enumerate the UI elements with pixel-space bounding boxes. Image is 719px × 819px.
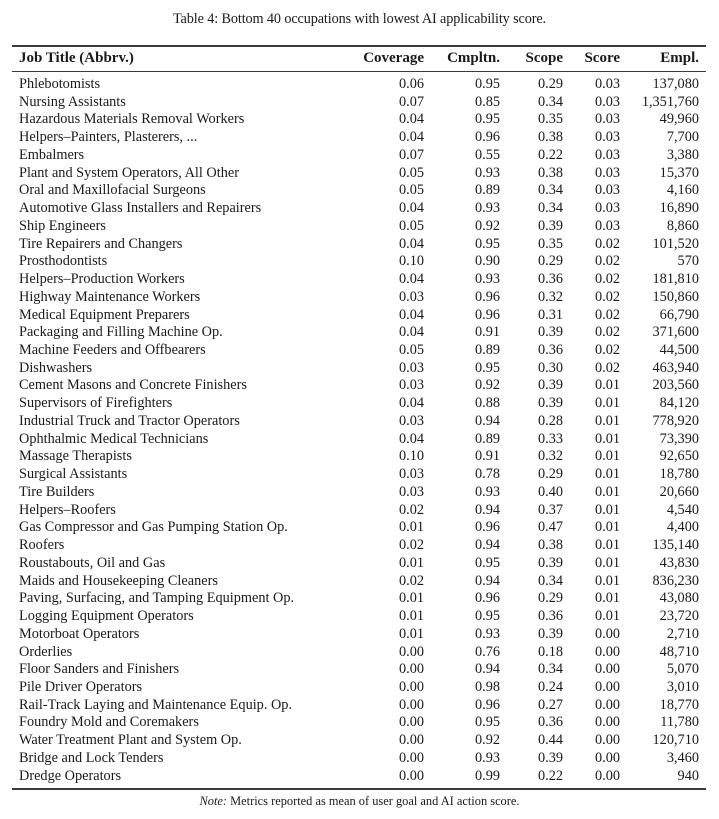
table-row (12, 271, 706, 289)
occupations-table-container (12, 45, 706, 790)
cell-completion: 0.95 (474, 235, 500, 252)
cell-scope: 0.29 (537, 253, 563, 270)
table-row (12, 573, 706, 591)
table-row (12, 147, 706, 165)
cell-employment: 44,500 (659, 342, 699, 359)
cell-scope: 0.39 (537, 324, 563, 341)
cell-scope: 0.39 (537, 749, 563, 766)
cell-coverage: 0.01 (398, 554, 424, 571)
cell-coverage: 0.07 (398, 146, 424, 163)
cell-job-title: Supervisors of Firefighters (19, 395, 173, 412)
cell-coverage: 0.00 (398, 643, 424, 660)
cell-completion: 0.93 (474, 625, 500, 642)
cell-scope: 0.39 (537, 395, 563, 412)
cell-completion: 0.98 (474, 678, 500, 695)
table-caption: Table 4: Bottom 40 occupations with lowest AI applicability score. (172, 11, 547, 27)
table-row (12, 697, 706, 715)
table-row (12, 661, 706, 679)
cell-coverage: 0.01 (398, 590, 424, 607)
table-row (12, 590, 706, 608)
cell-job-title: Massage Therapists (19, 448, 132, 465)
occupations-table (12, 45, 706, 790)
cell-completion: 0.94 (474, 572, 500, 589)
cell-completion: 0.78 (474, 466, 500, 483)
header-employment: Empl. (660, 50, 699, 66)
table-row (12, 484, 706, 502)
cell-job-title: Foundry Mold and Coremakers (19, 714, 199, 731)
cell-employment: 11,780 (660, 714, 699, 731)
table-row (12, 502, 706, 520)
cell-job-title: Helpers–Roofers (19, 501, 116, 518)
cell-job-title: Roofers (19, 537, 65, 554)
cell-coverage: 0.04 (398, 235, 424, 252)
cell-job-title: Prosthodontists (19, 253, 108, 270)
cell-job-title: Oral and Maxillofacial Surgeons (19, 182, 206, 199)
cell-coverage: 0.00 (398, 678, 424, 695)
cell-completion: 0.92 (474, 732, 500, 749)
cell-coverage: 0.06 (398, 76, 424, 92)
cell-scope: 0.33 (537, 430, 563, 447)
cell-coverage: 0.01 (398, 625, 424, 642)
header-scope: Scope (525, 50, 563, 66)
cell-score: 0.01 (594, 519, 620, 536)
cell-score: 0.02 (594, 288, 620, 305)
table-row (12, 377, 706, 395)
cell-coverage: 0.03 (398, 483, 424, 500)
cell-job-title: Phlebotomists (19, 76, 101, 92)
cell-employment: 92,650 (659, 448, 699, 465)
cell-employment: 73,390 (659, 430, 699, 447)
cell-job-title: Pile Driver Operators (19, 678, 143, 695)
cell-coverage: 0.03 (398, 466, 424, 483)
cell-score: 0.00 (594, 625, 620, 642)
table-row (12, 395, 706, 413)
cell-completion: 0.90 (474, 253, 500, 270)
cell-score: 0.03 (594, 93, 620, 110)
cell-scope: 0.37 (537, 501, 563, 518)
cell-coverage: 0.00 (398, 767, 424, 784)
cell-employment: 20,660 (659, 483, 699, 500)
cell-job-title: Packaging and Filling Machine Op. (19, 324, 223, 341)
cell-scope: 0.39 (537, 217, 563, 234)
cell-coverage: 0.03 (398, 412, 424, 429)
cell-scope: 0.39 (537, 554, 563, 571)
cell-completion: 0.93 (474, 483, 500, 500)
table-row (12, 644, 706, 662)
cell-employment: 15,370 (659, 164, 699, 181)
cell-job-title: Nursing Assistants (19, 93, 126, 110)
table-row (12, 679, 706, 697)
cell-coverage: 0.00 (398, 714, 424, 731)
cell-score: 0.02 (594, 271, 620, 288)
cell-score: 0.02 (594, 359, 620, 376)
cell-coverage: 0.05 (398, 164, 424, 181)
cell-coverage: 0.05 (398, 182, 424, 199)
cell-completion: 0.95 (474, 554, 500, 571)
table-row (12, 200, 706, 218)
cell-scope: 0.36 (537, 271, 563, 288)
cell-scope: 0.27 (537, 696, 563, 713)
cell-score: 0.01 (594, 554, 620, 571)
cell-scope: 0.18 (537, 643, 563, 660)
cell-score: 0.00 (594, 643, 620, 660)
cell-completion: 0.95 (474, 76, 500, 92)
cell-completion: 0.96 (474, 519, 500, 536)
cell-score: 0.01 (594, 572, 620, 589)
cell-job-title: Cement Masons and Concrete Finishers (19, 377, 247, 394)
table-row (12, 253, 706, 271)
cell-job-title: Ship Engineers (19, 217, 106, 234)
cell-coverage: 0.04 (398, 306, 424, 323)
cell-coverage: 0.00 (398, 696, 424, 713)
cell-job-title: Ophthalmic Medical Technicians (19, 430, 209, 447)
cell-coverage: 0.03 (398, 377, 424, 394)
cell-completion: 0.93 (474, 271, 500, 288)
cell-job-title: Water Treatment Plant and System Op. (19, 732, 242, 749)
header-coverage: Coverage (363, 50, 424, 66)
cell-completion: 0.92 (474, 377, 500, 394)
cell-score: 0.01 (594, 537, 620, 554)
table-note (0, 794, 719, 809)
cell-job-title: Paving, Surfacing, and Tamping Equipment Op. (19, 590, 295, 607)
cell-score: 0.00 (594, 696, 620, 713)
note-label: Note: (199, 794, 228, 808)
table-row (12, 768, 706, 790)
cell-job-title: Highway Maintenance Workers (19, 288, 201, 305)
cell-employment: 463,940 (652, 359, 699, 376)
cell-completion: 0.94 (474, 501, 500, 518)
cell-score: 0.03 (594, 182, 620, 199)
cell-scope: 0.28 (537, 412, 563, 429)
cell-scope: 0.32 (537, 288, 563, 305)
cell-employment: 120,710 (652, 732, 699, 749)
cell-employment: 137,080 (652, 76, 699, 92)
cell-score: 0.00 (594, 732, 620, 749)
cell-score: 0.00 (594, 678, 620, 695)
cell-employment: 570 (677, 253, 699, 270)
table-row (12, 72, 706, 94)
cell-job-title: Hazardous Materials Removal Workers (19, 111, 245, 128)
cell-job-title: Dredge Operators (19, 767, 122, 784)
cell-employment: 84,120 (659, 395, 699, 412)
cell-score: 0.01 (594, 412, 620, 429)
cell-completion: 0.92 (474, 217, 500, 234)
cell-scope: 0.34 (537, 182, 563, 199)
cell-scope: 0.39 (537, 377, 563, 394)
cell-employment: 778,920 (652, 412, 699, 429)
cell-completion: 0.76 (474, 643, 500, 660)
cell-employment: 101,520 (652, 235, 699, 252)
cell-score: 0.01 (594, 377, 620, 394)
cell-score: 0.03 (594, 164, 620, 181)
cell-employment: 5,070 (666, 661, 699, 678)
cell-employment: 4,160 (666, 182, 699, 199)
cell-completion: 0.89 (474, 430, 500, 447)
cell-score: 0.00 (594, 749, 620, 766)
cell-completion: 0.95 (474, 359, 500, 376)
cell-coverage: 0.04 (398, 430, 424, 447)
table-row (12, 519, 706, 537)
cell-employment: 43,830 (659, 554, 699, 571)
cell-score: 0.01 (594, 590, 620, 607)
cell-scope: 0.38 (537, 164, 563, 181)
cell-employment: 49,960 (659, 111, 699, 128)
header-completion: Cmpltn. (447, 50, 500, 66)
cell-job-title: Logging Equipment Operators (19, 608, 194, 625)
cell-score: 0.01 (594, 501, 620, 518)
header-score: Score (584, 50, 620, 66)
cell-job-title: Helpers–Production Workers (19, 271, 185, 288)
cell-job-title: Automotive Glass Installers and Repairers (19, 200, 262, 217)
cell-coverage: 0.07 (398, 93, 424, 110)
table-body (12, 72, 706, 790)
table-row (12, 218, 706, 236)
cell-scope: 0.31 (537, 306, 563, 323)
table-row (12, 289, 706, 307)
cell-coverage: 0.04 (398, 395, 424, 412)
table-row (12, 466, 706, 484)
cell-score: 0.01 (594, 483, 620, 500)
cell-coverage: 0.03 (398, 359, 424, 376)
cell-score: 0.02 (594, 324, 620, 341)
cell-coverage: 0.01 (398, 519, 424, 536)
cell-coverage: 0.02 (398, 537, 424, 554)
cell-scope: 0.40 (537, 483, 563, 500)
table-row (12, 129, 706, 147)
cell-employment: 48,710 (659, 643, 699, 660)
cell-score: 0.00 (594, 714, 620, 731)
cell-scope: 0.36 (537, 714, 563, 731)
cell-coverage: 0.05 (398, 217, 424, 234)
cell-coverage: 0.00 (398, 749, 424, 766)
cell-employment: 18,780 (659, 466, 699, 483)
cell-score: 0.02 (594, 253, 620, 270)
cell-job-title: Roustabouts, Oil and Gas (19, 554, 166, 571)
cell-coverage: 0.04 (398, 111, 424, 128)
cell-employment: 66,790 (659, 306, 699, 323)
cell-job-title: Helpers–Painters, Plasterers, ... (19, 129, 198, 146)
cell-completion: 0.89 (474, 342, 500, 359)
cell-job-title: Dishwashers (19, 359, 93, 376)
cell-employment: 23,720 (659, 608, 699, 625)
cell-job-title: Surgical Assistants (19, 466, 128, 483)
cell-employment: 4,400 (666, 519, 699, 536)
note-text: Metrics reported as mean of user goal and AI action score. (227, 794, 520, 808)
cell-completion: 0.95 (474, 714, 500, 731)
cell-completion: 0.94 (474, 537, 500, 554)
cell-employment: 16,890 (659, 200, 699, 217)
cell-employment: 7,700 (666, 129, 699, 146)
cell-score: 0.03 (594, 146, 620, 163)
cell-coverage: 0.04 (398, 271, 424, 288)
cell-scope: 0.22 (537, 767, 563, 784)
table-row (12, 714, 706, 732)
cell-employment: 18,770 (659, 696, 699, 713)
cell-completion: 0.95 (474, 111, 500, 128)
header-row (12, 46, 706, 72)
cell-employment: 3,380 (666, 146, 699, 163)
table-row (12, 555, 706, 573)
table-row (12, 537, 706, 555)
cell-completion: 0.94 (474, 412, 500, 429)
cell-scope: 0.22 (537, 146, 563, 163)
cell-scope: 0.34 (537, 661, 563, 678)
cell-employment: 3,010 (666, 678, 699, 695)
cell-scope: 0.38 (537, 537, 563, 554)
cell-coverage: 0.04 (398, 324, 424, 341)
cell-completion: 0.96 (474, 288, 500, 305)
cell-score: 0.02 (594, 342, 620, 359)
cell-job-title: Machine Feeders and Offbearers (19, 342, 206, 359)
table-row (12, 732, 706, 750)
cell-job-title: Industrial Truck and Tractor Operators (19, 412, 240, 429)
table-row (12, 608, 706, 626)
cell-scope: 0.32 (537, 448, 563, 465)
cell-job-title: Tire Repairers and Changers (19, 235, 183, 252)
cell-coverage: 0.01 (398, 608, 424, 625)
cell-coverage: 0.02 (398, 572, 424, 589)
cell-scope: 0.24 (537, 678, 563, 695)
table-row (12, 750, 706, 768)
cell-scope: 0.34 (537, 93, 563, 110)
cell-score: 0.01 (594, 608, 620, 625)
cell-score: 0.00 (594, 661, 620, 678)
cell-completion: 0.96 (474, 696, 500, 713)
cell-employment: 181,810 (652, 271, 699, 288)
cell-scope: 0.34 (537, 572, 563, 589)
cell-job-title: Tire Builders (19, 483, 95, 500)
cell-score: 0.01 (594, 448, 620, 465)
cell-job-title: Bridge and Lock Tenders (19, 749, 164, 766)
cell-scope: 0.47 (537, 519, 563, 536)
cell-scope: 0.29 (537, 76, 563, 92)
cell-score: 0.03 (594, 129, 620, 146)
table-row (12, 448, 706, 466)
cell-coverage: 0.00 (398, 732, 424, 749)
cell-scope: 0.35 (537, 235, 563, 252)
cell-completion: 0.99 (474, 767, 500, 784)
cell-coverage: 0.10 (398, 448, 424, 465)
cell-completion: 0.91 (474, 448, 500, 465)
cell-completion: 0.96 (474, 590, 500, 607)
cell-score: 0.03 (594, 76, 620, 92)
cell-scope: 0.39 (537, 625, 563, 642)
cell-scope: 0.29 (537, 466, 563, 483)
table-row (12, 324, 706, 342)
cell-employment: 203,560 (652, 377, 699, 394)
cell-employment: 3,460 (666, 749, 699, 766)
cell-employment: 371,600 (652, 324, 699, 341)
cell-score: 0.01 (594, 430, 620, 447)
cell-employment: 2,710 (666, 625, 699, 642)
cell-job-title: Motorboat Operators (19, 625, 140, 642)
cell-job-title: Maids and Housekeeping Cleaners (19, 572, 218, 589)
cell-completion: 0.93 (474, 749, 500, 766)
cell-coverage: 0.02 (398, 501, 424, 518)
cell-job-title: Rail-Track Laying and Maintenance Equip. Op. (19, 696, 293, 713)
cell-job-title: Plant and System Operators, All Other (19, 164, 239, 181)
cell-scope: 0.29 (537, 590, 563, 607)
cell-job-title: Gas Compressor and Gas Pumping Station Op. (19, 519, 288, 536)
cell-scope: 0.35 (537, 111, 563, 128)
cell-job-title: Floor Sanders and Finishers (19, 661, 180, 678)
cell-employment: 940 (677, 767, 699, 784)
cell-scope: 0.34 (537, 200, 563, 217)
cell-employment: 43,080 (659, 590, 699, 607)
cell-completion: 0.96 (474, 306, 500, 323)
cell-scope: 0.38 (537, 129, 563, 146)
cell-scope: 0.36 (537, 608, 563, 625)
cell-coverage: 0.00 (398, 661, 424, 678)
cell-completion: 0.91 (474, 324, 500, 341)
cell-completion: 0.85 (474, 93, 500, 110)
cell-score: 0.00 (594, 767, 620, 784)
cell-scope: 0.44 (537, 732, 563, 749)
header-job-title: Job Title (Abbrv.) (19, 50, 134, 66)
cell-completion: 0.55 (474, 146, 500, 163)
table-row (12, 431, 706, 449)
table-row (12, 342, 706, 360)
table-row (12, 182, 706, 200)
cell-score: 0.02 (594, 235, 620, 252)
cell-score: 0.01 (594, 395, 620, 412)
cell-job-title: Medical Equipment Preparers (19, 306, 190, 323)
cell-job-title: Orderlies (19, 643, 73, 660)
table-row (12, 236, 706, 254)
cell-completion: 0.95 (474, 608, 500, 625)
cell-completion: 0.93 (474, 200, 500, 217)
cell-completion: 0.89 (474, 182, 500, 199)
cell-employment: 135,140 (652, 537, 699, 554)
table-row (12, 360, 706, 378)
cell-employment: 8,860 (666, 217, 699, 234)
cell-employment: 150,860 (652, 288, 699, 305)
cell-completion: 0.96 (474, 129, 500, 146)
cell-coverage: 0.10 (398, 253, 424, 270)
cell-scope: 0.36 (537, 342, 563, 359)
table-header (12, 46, 706, 72)
table-row (12, 165, 706, 183)
table-row (12, 111, 706, 129)
cell-score: 0.03 (594, 200, 620, 217)
cell-coverage: 0.04 (398, 129, 424, 146)
cell-completion: 0.88 (474, 395, 500, 412)
table-row (12, 413, 706, 431)
cell-completion: 0.94 (474, 661, 500, 678)
cell-coverage: 0.05 (398, 342, 424, 359)
table-row (12, 94, 706, 112)
cell-employment: 836,230 (652, 572, 699, 589)
cell-score: 0.02 (594, 306, 620, 323)
cell-completion: 0.93 (474, 164, 500, 181)
cell-scope: 0.30 (537, 359, 563, 376)
cell-employment: 4,540 (666, 501, 699, 518)
cell-score: 0.03 (594, 111, 620, 128)
cell-job-title: Embalmers (19, 146, 85, 163)
cell-coverage: 0.04 (398, 200, 424, 217)
cell-score: 0.03 (594, 217, 620, 234)
table-row (12, 307, 706, 325)
cell-coverage: 0.03 (398, 288, 424, 305)
table-row (12, 626, 706, 644)
cell-score: 0.01 (594, 466, 620, 483)
cell-employment: 1,351,760 (641, 93, 699, 110)
